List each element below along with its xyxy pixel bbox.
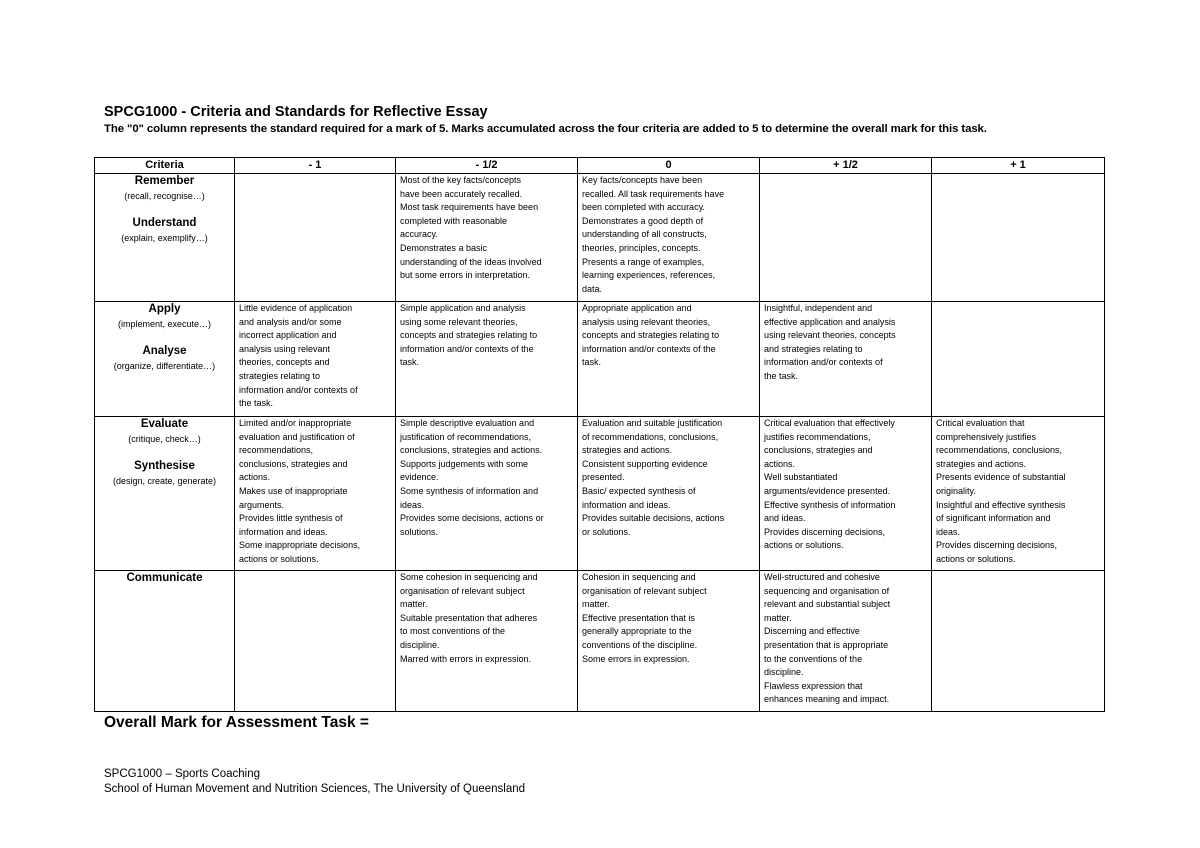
standard-text-line: actions or solutions.	[764, 540, 844, 551]
standard-text-line: solutions.	[400, 526, 439, 537]
standard-cell	[578, 417, 760, 571]
standard-text-line: strategies relating to	[239, 370, 321, 381]
standard-text-line: analysis using relevant	[239, 343, 331, 354]
standard-text-line: discipline.	[764, 667, 804, 678]
standard-cell	[932, 571, 1105, 712]
standard-text-line: Some inappropriate decisions,	[239, 540, 361, 551]
standard-cell	[760, 174, 932, 302]
standard-text-line: information and/or contexts of the	[582, 343, 716, 354]
standard-text-line: Insightful and effective synthesis	[936, 499, 1066, 510]
standard-text-line: Well-structured and cohesive	[764, 572, 880, 582]
overall-mark-label: Overall Mark for Assessment Task =	[104, 714, 369, 731]
standard-cell	[932, 174, 1105, 302]
header-plus-half: + 1/2	[760, 158, 932, 174]
standard-text-line: Provides little synthesis of	[239, 513, 343, 524]
standard-text-line: using relevant theories, concepts	[764, 330, 896, 341]
standard-text-line: actions or solutions.	[936, 553, 1016, 564]
standard-text-line: Key facts/concepts have been	[582, 175, 703, 185]
criteria-name: Remember	[134, 175, 195, 187]
standard-cell	[932, 302, 1105, 417]
criteria-cell	[95, 174, 235, 302]
standard-text-line: Effective presentation that is	[582, 612, 695, 623]
standard-text-line: Flawless expression that	[764, 680, 863, 691]
standard-text-line: of significant information and	[936, 513, 1051, 524]
standard-cell	[396, 571, 578, 712]
standard-text-line: understanding of the ideas involved	[400, 256, 542, 267]
standard-text-line: Some cohesion in sequencing and	[400, 572, 538, 582]
standard-text-line: or solutions.	[582, 526, 631, 537]
standard-text-line: the task.	[764, 370, 799, 381]
criteria-examples: (design, create, generate)	[112, 476, 217, 486]
header-minus-half: - 1/2	[396, 158, 578, 174]
standard-text-line: Simple descriptive evaluation and	[400, 418, 535, 428]
standard-text-line: and strategies relating to	[764, 343, 863, 354]
criteria-examples: (explain, exemplify…)	[121, 233, 208, 243]
standard-text-line: organisation of relevant subject	[582, 585, 707, 596]
criteria-examples: (critique, check…)	[128, 434, 201, 444]
standard-text-line: to most conventions of the	[400, 626, 506, 637]
criteria-name: Understand	[132, 217, 197, 229]
standard-text-line: the task.	[239, 398, 274, 409]
standard-text-line: Evaluation and suitable justification	[582, 418, 723, 428]
standard-text-line: and analysis and/or some	[239, 316, 342, 327]
standard-cell	[932, 417, 1105, 571]
standard-text-line: arguments.	[239, 499, 285, 510]
standard-text-line: arguments/evidence presented.	[764, 485, 891, 496]
standard-text-line: Provides some decisions, actions or	[400, 513, 544, 524]
criteria-name: Synthesise	[134, 460, 195, 472]
rubric-table	[94, 157, 1105, 712]
standard-text-line: ideas.	[936, 526, 961, 537]
criteria-examples: (implement, execute…)	[117, 319, 212, 329]
standard-text-line: Most task requirements have been	[400, 202, 539, 213]
standard-text-line: matter.	[582, 599, 610, 610]
standard-cell	[760, 302, 932, 417]
standard-text-line: understanding of all constructs,	[582, 229, 707, 240]
standard-text-line: matter.	[764, 612, 792, 623]
standard-text-line: to the conventions of the	[764, 653, 863, 664]
standard-text-line: accuracy.	[400, 229, 438, 240]
standard-text-line: strategies and actions.	[582, 445, 673, 456]
standard-text-line: ideas.	[400, 499, 425, 510]
standard-text-line: recommendations, conclusions,	[936, 445, 1063, 456]
standard-cell	[396, 174, 578, 302]
standard-text-line: Makes use of inappropriate	[239, 485, 348, 496]
standard-text-line: but some errors in interpretation.	[400, 270, 531, 281]
header-zero: 0	[578, 158, 760, 174]
standard-text-line: Insightful, independent and	[764, 303, 873, 313]
header-plus-1: + 1	[932, 158, 1105, 174]
standard-text-line: information and/or contexts of	[239, 384, 358, 395]
standard-text-line: strategies and actions.	[936, 458, 1027, 469]
standard-text-line: actions.	[764, 458, 796, 469]
standard-text-line: sequencing and organisation of	[764, 585, 890, 596]
standard-cell	[578, 174, 760, 302]
criteria-cell	[95, 302, 235, 417]
standard-text-line: Presents a range of examples,	[582, 256, 705, 267]
document-subtitle: The "0" column represents the standard required for a mark of 5. Marks accumulated across the four criteria are added to 5 to determine the overall mark for this task.	[104, 123, 987, 135]
standard-text-line: Provides suitable decisions, actions	[582, 513, 725, 524]
standard-text-line: information and/or contexts of the	[400, 343, 534, 354]
standard-text-line: Supports judgements with some	[400, 458, 529, 469]
standard-text-line: Basic/ expected synthesis of	[582, 485, 696, 496]
criteria-name: Evaluate	[140, 418, 189, 430]
standard-text-line: actions or solutions.	[239, 553, 319, 564]
standard-text-line: been completed with accuracy.	[582, 202, 705, 213]
standard-text-line: recommendations,	[239, 445, 314, 456]
standard-text-line: comprehensively justifies	[936, 431, 1037, 442]
standard-text-line: Demonstrates a good depth of	[582, 215, 704, 226]
standard-text-line: evidence.	[400, 472, 439, 483]
standard-text-line: organisation of relevant subject	[400, 585, 525, 596]
standard-text-line: originality.	[936, 485, 976, 496]
footer-school: School of Human Movement and Nutrition Sciences, The University of Queensland	[104, 783, 526, 795]
criteria-name: Communicate	[126, 572, 203, 584]
standard-text-line: actions.	[239, 472, 271, 483]
standard-cell	[235, 417, 396, 571]
standard-text-line: Provides discerning decisions,	[764, 526, 886, 537]
standard-text-line: Appropriate application and	[582, 303, 692, 313]
standard-text-line: Effective synthesis of information	[764, 499, 896, 510]
standard-text-line: discipline.	[400, 639, 440, 650]
criteria-examples: (organize, differentiate…)	[113, 361, 216, 371]
standard-text-line: and ideas.	[764, 513, 806, 524]
standard-text-line: incorrect application and	[239, 330, 337, 341]
criteria-cell	[95, 571, 235, 712]
standard-text-line: recalled. All task requirements have	[582, 188, 725, 199]
standard-text-line: justifies recommendations,	[764, 431, 871, 442]
standard-text-line: Suitable presentation that adheres	[400, 612, 538, 623]
rubric-row	[95, 571, 1105, 712]
standard-cell	[235, 174, 396, 302]
rubric-header-row	[95, 158, 1105, 174]
standard-text-line: Consistent supporting evidence	[582, 458, 708, 469]
standard-text-line: concepts and strategies relating to	[400, 330, 538, 341]
standard-text-line: Some errors in expression.	[582, 653, 690, 664]
standard-cell	[578, 571, 760, 712]
criteria-name: Analyse	[142, 345, 187, 357]
header-minus-1: - 1	[235, 158, 396, 174]
standard-text-line: Simple application and analysis	[400, 303, 526, 313]
standard-cell	[235, 302, 396, 417]
standard-text-line: Some synthesis of information and	[400, 485, 539, 496]
standard-text-line: justification of recommendations,	[400, 431, 532, 442]
standard-cell	[760, 571, 932, 712]
rubric-row	[95, 174, 1105, 302]
standard-text-line: data.	[582, 283, 603, 294]
standard-text-line: theories, principles, concepts.	[582, 242, 701, 253]
rubric-row	[95, 417, 1105, 571]
standard-text-line: completed with reasonable	[400, 215, 508, 226]
standard-cell	[235, 571, 396, 712]
standard-text-line: learning experiences, references,	[582, 270, 716, 281]
standard-text-line: conclusions, strategies and actions.	[400, 445, 543, 456]
standard-text-line: information and/or contexts of	[764, 357, 883, 368]
standard-text-line: of recommendations, conclusions,	[582, 431, 719, 442]
standard-text-line: Most of the key facts/concepts	[400, 175, 522, 185]
standard-text-line: conclusions, strategies and	[764, 445, 873, 456]
standard-cell	[578, 302, 760, 417]
standard-text-line: analysis using relevant theories,	[582, 316, 711, 327]
standard-text-line: have been accurately recalled.	[400, 188, 523, 199]
standard-text-line: presented.	[582, 472, 625, 483]
footer-course: SPCG1000 – Sports Coaching	[104, 768, 260, 780]
criteria-name: Apply	[148, 303, 181, 315]
standard-cell	[396, 302, 578, 417]
standard-cell	[760, 417, 932, 571]
standard-text-line: Little evidence of application	[239, 303, 353, 313]
standard-cell	[396, 417, 578, 571]
standard-text-line: Cohesion in sequencing and	[582, 572, 696, 582]
standard-text-line: information and ideas.	[582, 499, 671, 510]
standard-text-line: evaluation and justification of	[239, 431, 355, 442]
header-criteria: Criteria	[95, 158, 235, 174]
criteria-cell	[95, 417, 235, 571]
standard-text-line: information and ideas.	[239, 526, 328, 537]
criteria-examples: (recall, recognise…)	[124, 191, 205, 201]
standard-text-line: Discerning and effective	[764, 626, 860, 637]
standard-text-line: Critical evaluation that	[936, 418, 1025, 428]
standard-text-line: Presents evidence of substantial	[936, 472, 1066, 483]
rubric-row	[95, 302, 1105, 417]
standard-text-line: task.	[400, 357, 420, 368]
standard-text-line: enhances meaning and impact.	[764, 694, 890, 705]
standard-text-line: Marred with errors in expression.	[400, 653, 532, 664]
standard-text-line: conventions of the discipline.	[582, 639, 698, 650]
standard-text-line: Well substantiated	[764, 472, 838, 483]
standard-text-line: generally appropriate to the	[582, 626, 692, 637]
standard-text-line: Demonstrates a basic	[400, 242, 488, 253]
standard-text-line: task.	[582, 357, 602, 368]
standard-text-line: presentation that is appropriate	[764, 639, 889, 650]
standard-text-line: effective application and analysis	[764, 316, 896, 327]
standard-text-line: matter.	[400, 599, 428, 610]
standard-text-line: relevant and substantial subject	[764, 599, 891, 610]
standard-text-line: concepts and strategies relating to	[582, 330, 720, 341]
standard-text-line: conclusions, strategies and	[239, 458, 348, 469]
standard-text-line: theories, concepts and	[239, 357, 330, 368]
standard-text-line: using some relevant theories,	[400, 316, 518, 327]
standard-text-line: Critical evaluation that effectively	[764, 418, 895, 428]
standard-text-line: Limited and/or inappropriate	[239, 418, 352, 428]
standard-text-line: Provides discerning decisions,	[936, 540, 1058, 551]
document-title: SPCG1000 - Criteria and Standards for Reflective Essay	[104, 104, 488, 120]
